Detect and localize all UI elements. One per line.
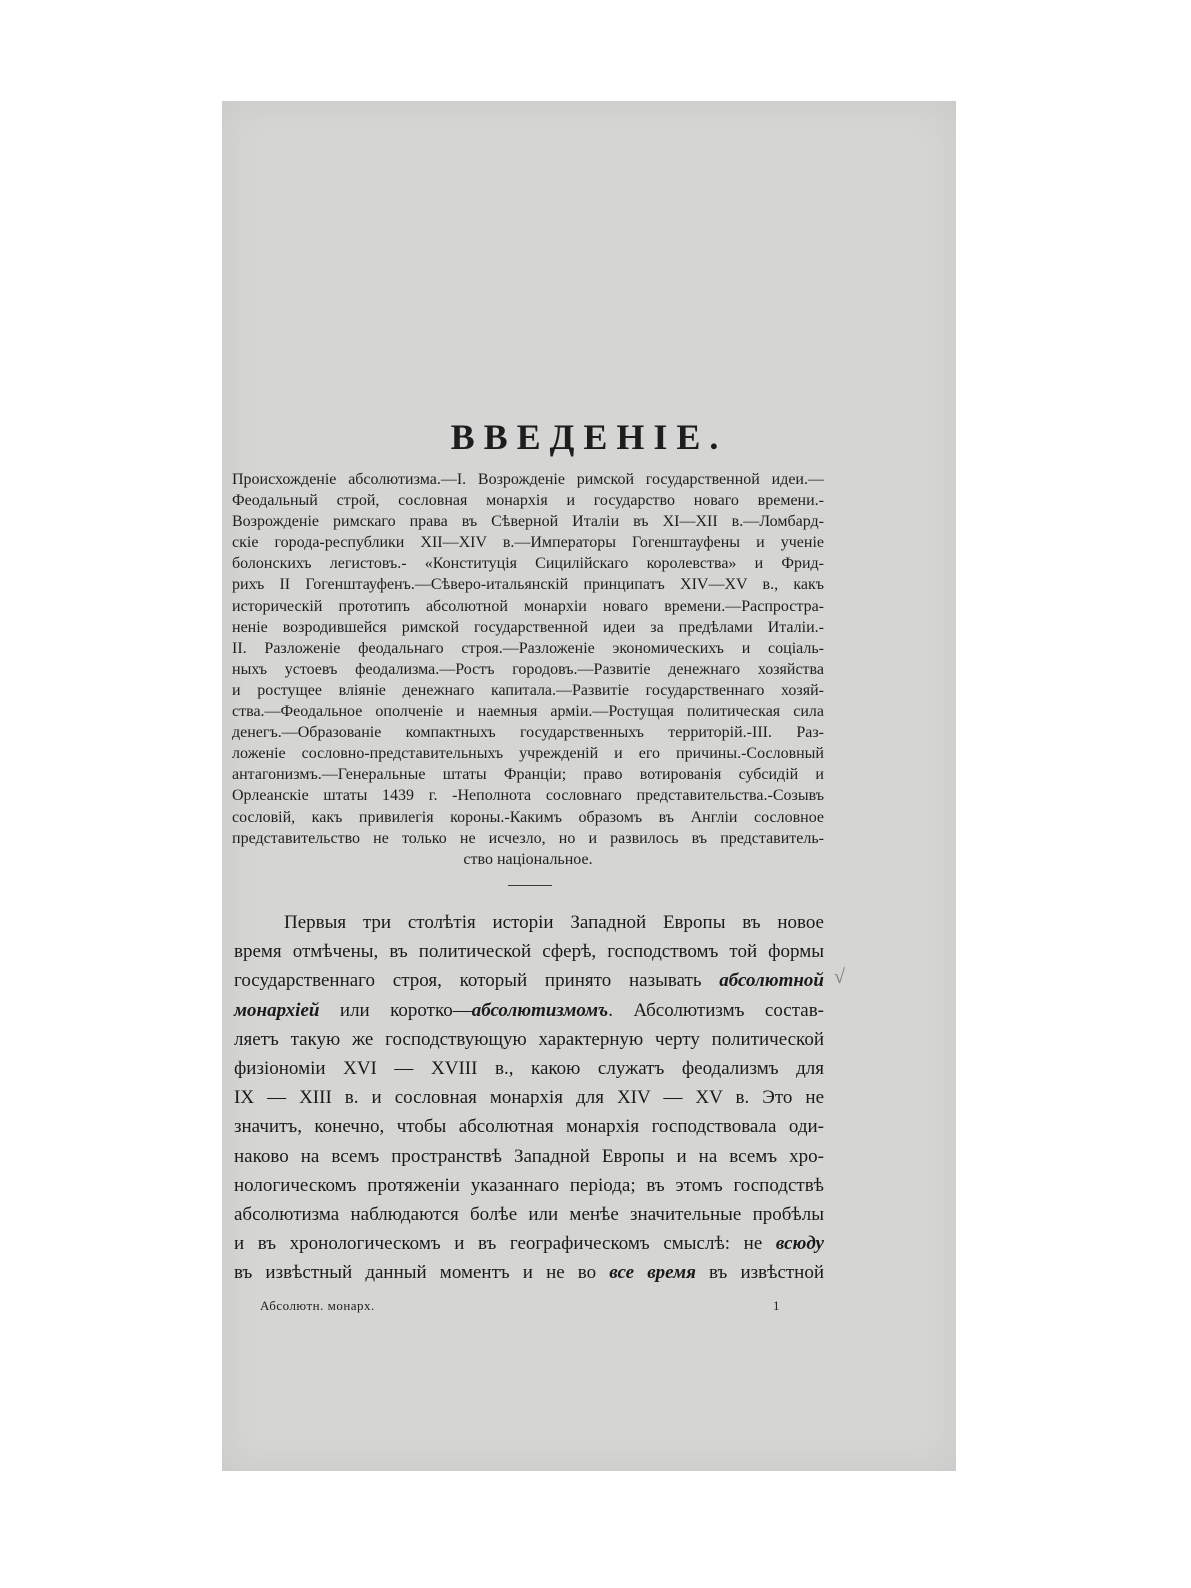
body-line <box>234 1142 824 1171</box>
summary-line: Орлеанскіе штаты 1439 г. -Неполнота сословнаго представительства.-Созывъ <box>232 787 824 805</box>
text-run: физіономіи XVI — XVIII в., какою служатъ феодализмъ для <box>234 1058 824 1080</box>
body-text <box>234 908 824 1288</box>
body-line <box>234 1258 824 1287</box>
chapter-summary <box>232 469 824 870</box>
text-run: въ извѣстной <box>695 1262 825 1284</box>
summary-line: историческій прототипъ абсолютной монархіи новаго времени.—Распростра- <box>232 597 824 615</box>
signature-number: 1 <box>773 1298 780 1313</box>
emphasized-term: абсолютизмомъ <box>471 999 609 1021</box>
bleed-through-line <box>222 381 956 401</box>
body-line <box>234 966 824 995</box>
summary-line: и ростущее вліяніе денежнаго капитала.—Развитіе государственнаго хозяй- <box>232 681 824 699</box>
text-run: . Абсолютизмъ состав- <box>608 999 824 1021</box>
summary-line: денегъ.—Образованіе компактныхъ государственныхъ территорій.-III. Раз- <box>232 724 824 742</box>
emphasized-term: абсолютной <box>719 970 824 992</box>
body-line <box>234 1200 824 1229</box>
text-run: государственнаго строя, который принято называть <box>234 970 720 992</box>
summary-line: болонскихъ легистовъ.- «Конституція Сицилійскаго королевства» и Фрид- <box>232 555 824 573</box>
summary-line: ныхъ устоевъ феодализма.—Ростъ городовъ.—Развитіе денежнаго хозяйства <box>232 660 824 678</box>
body-line <box>234 937 824 966</box>
text-run: наково на всемъ пространствѣ Западной Европы и на всемъ хро- <box>234 1145 824 1167</box>
summary-line: представительство не только не исчезло, но и развилось въ представитель- <box>232 829 824 847</box>
bleed-through-line <box>222 881 956 901</box>
summary-line: сословій, какъ привилегія короны.-Какимъ образомъ въ Англіи сословное <box>232 808 824 826</box>
body-line <box>234 1171 824 1200</box>
summary-line: ство національное. <box>463 850 593 868</box>
bleed-through-line <box>222 313 956 333</box>
chapter-title: ВВЕДЕНIЕ. <box>450 417 728 457</box>
text-run: значитъ, конечно, чтобы абсолютная монархія господствовала оди- <box>234 1116 824 1138</box>
text-run: и въ хронологическомъ и въ географическомъ смыслѣ: не <box>234 1233 776 1255</box>
summary-line: рихъ II Гогенштауфенъ.—Сѣверо-итальянскій принципатъ XIV—XV в., какъ <box>232 576 824 594</box>
summary-line: скіе города-республики XII—XIV в.—Императоры Гогенштауфены и ученіе <box>232 534 824 552</box>
bleed-through-line <box>222 347 956 367</box>
section-divider <box>508 885 552 886</box>
bleed-through-header <box>222 229 956 247</box>
body-line <box>234 996 824 1025</box>
summary-line: Происхожденіе абсолютизма.—I. Возрожденіе римской государственной идеи.— <box>232 471 824 488</box>
text-run: ляетъ такую же господствующую характерную черту политической <box>234 1028 824 1050</box>
summary-line: II. Разложеніе феодальнаго строя.—Разложеніе экономическихъ и соціаль- <box>232 639 824 657</box>
summary-line: антагонизмъ.—Генеральные штаты Франціи; право вотированія субсидій и <box>232 766 824 784</box>
text-run: время отмѣчены, въ политической сферѣ, господствомъ той формы <box>234 941 824 963</box>
margin-check-mark: √ <box>834 966 845 988</box>
summary-line: ства.—Феодальное ополченіе и наемныя арміи.—Ростущая политическая сила <box>232 703 824 721</box>
body-line <box>234 1112 824 1141</box>
emphasized-term: все время <box>609 1262 696 1284</box>
scanned-page <box>222 101 956 1471</box>
summary-line: ложеніе сословно-представительныхъ учрежденій и его причины.-Сословный <box>232 745 824 763</box>
body-line <box>234 1054 824 1083</box>
text-run: или коротко— <box>319 999 472 1021</box>
text-run: абсолютизма наблюдаются болѣе или менѣе значительные пробѣлы <box>234 1204 824 1226</box>
text-run: Первыя три столѣтія исторіи Западной Европы въ новое <box>284 912 824 933</box>
emphasized-term: всюду <box>775 1233 824 1255</box>
summary-line: Возрожденіе римскаго права въ Сѣверной Италіи въ XI—XII в.—Ломбард- <box>232 513 824 531</box>
signature-mark: Абсолютн. монарх. <box>260 1298 375 1313</box>
body-line <box>234 1229 824 1258</box>
bleed-through-line <box>222 279 956 299</box>
text-run: нологическомъ протяженіи указаннаго періода; въ этомъ господствѣ <box>234 1174 824 1196</box>
body-line <box>234 908 824 937</box>
emphasized-term: монархіей <box>234 999 320 1021</box>
summary-line: Феодальный строй, сословная монархія и государство новаго времени.- <box>232 492 824 510</box>
text-run: въ извѣстный данный моментъ и не во <box>234 1262 610 1284</box>
body-line <box>234 1025 824 1054</box>
body-line <box>234 1083 824 1112</box>
summary-line: неніе возродившейся римской государственной идеи за предѣлами Италіи.- <box>232 618 824 636</box>
text-run: IX — XIII в. и сословная монархія для XIV — XV в. Это не <box>234 1087 824 1109</box>
